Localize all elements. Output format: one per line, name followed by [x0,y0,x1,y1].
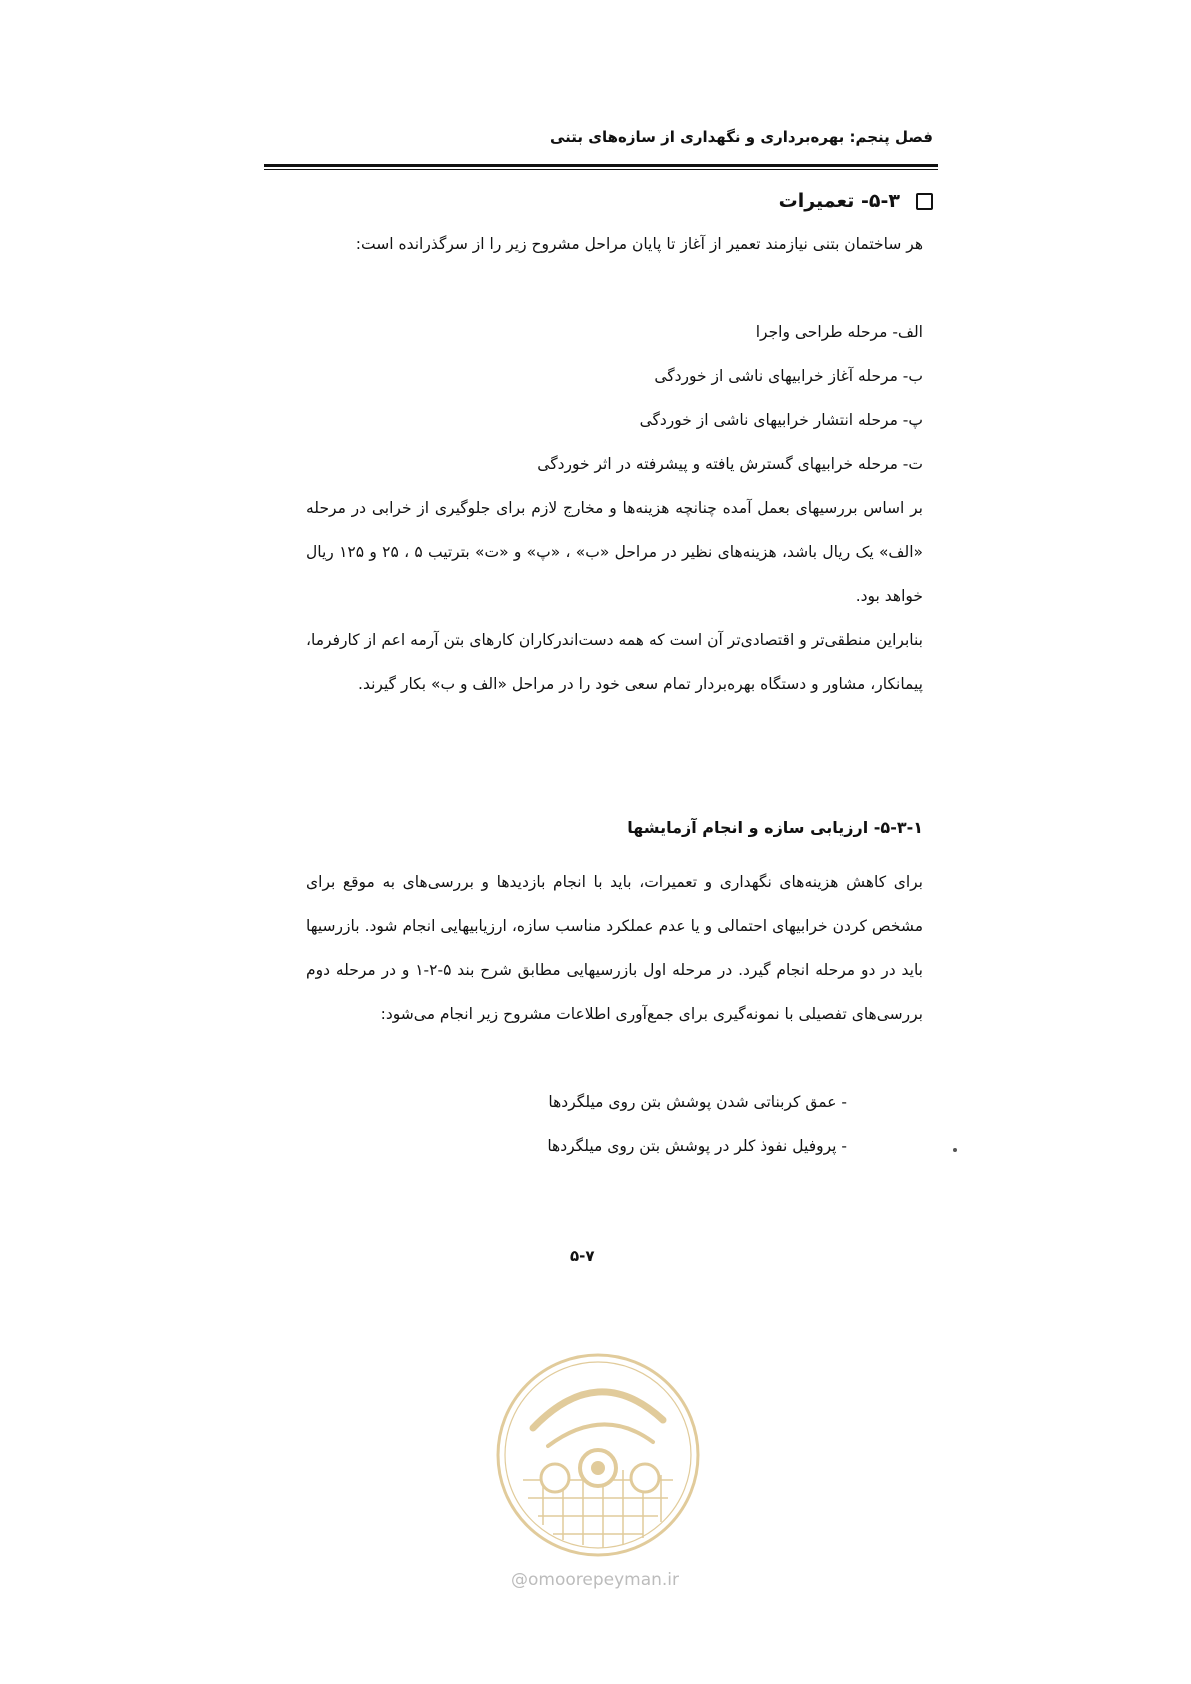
scan-dot [953,1148,957,1152]
section-heading [779,190,933,212]
cost-paragraph: بر اساس بررسیهای بعمل آمده چنانچه هزینه‌ها و مخارج لازم برای جلوگیری از خرابی در مرحله «الف» یک ریال باشد، هزینه‌های نظیر در مراحل «ب» ، «پ» و «ت» بترتیب ۵ ، ۲۵ و ۱۲۵ ریال خواهد بود. [306,499,923,605]
seal-icon [493,1350,703,1560]
dash-item: - عمق کربناتی شدن پوشش بتن روی میلگردها [548,1093,847,1111]
dash-item: - پروفیل نفوذ کلر در پوشش بتن روی میلگردها [547,1137,847,1155]
chapter-title: فصل پنجم: بهره‌برداری و نگهداری از سازه‌های بتنی [549,128,933,146]
section-heading-text: ۵-۳- تعمیرات [778,190,900,212]
list-item: ب- مرحله آغاز خرابیهای ناشی از خوردگی [654,367,923,385]
subsection-heading: ۵-۳-۱- ارزیابی سازه و انجام آزمایشها [627,818,923,837]
page-number: ۵-۷ [570,1247,595,1265]
watermark-logo [493,1350,703,1564]
square-bullet-icon [916,193,933,210]
header-rule-thin [264,169,938,170]
subsection-paragraph: برای کاهش هزینه‌های نگهداری و تعمیرات، باید با انجام بازدیدها و بررسی‌های به موقع برای مشخص کردن خرابیهای احتمالی و یا عدم عملکرد مناسب سازه، ارزیابیهایی انجام شود. بازرسیها باید در دو مرحله انجام گیرد. در مرحله اول بازرسیهایی مطابق شرح بند ۵-۲-۱ و در مرحله دوم بررسی‌های تفصیلی با نمونه‌گیری برای جمع‌آوری اطلاعات مشروح زیر انجام می‌شود: [306,873,923,1023]
conclusion-paragraph: بنابراین منطقی‌تر و اقتصادی‌تر آن است که همه دست‌اندرکاران کارهای بتن آرمه اعم از کارفرما، پیمانکار، مشاور و دستگاه بهره‌بردار تمام سعی خود را در مراحل «الف و ب» بکار گیرند. [306,631,923,693]
list-item: پ- مرحله انتشار خرابیهای ناشی از خوردگی [639,411,923,429]
list-item: الف- مرحله طراحی واجرا [755,323,923,341]
section-intro: هر ساختمان بتنی نیازمند تعمیر از آغاز تا پایان مراحل مشروح زیر را از سرگذرانده است: [355,235,923,253]
list-item: ت- مرحله خرابیهای گسترش یافته و پیشرفته در اثر خوردگی [537,455,923,473]
header-rule-thick [264,164,938,167]
watermark-url: @omoorepeyman.ir [510,1570,680,1590]
